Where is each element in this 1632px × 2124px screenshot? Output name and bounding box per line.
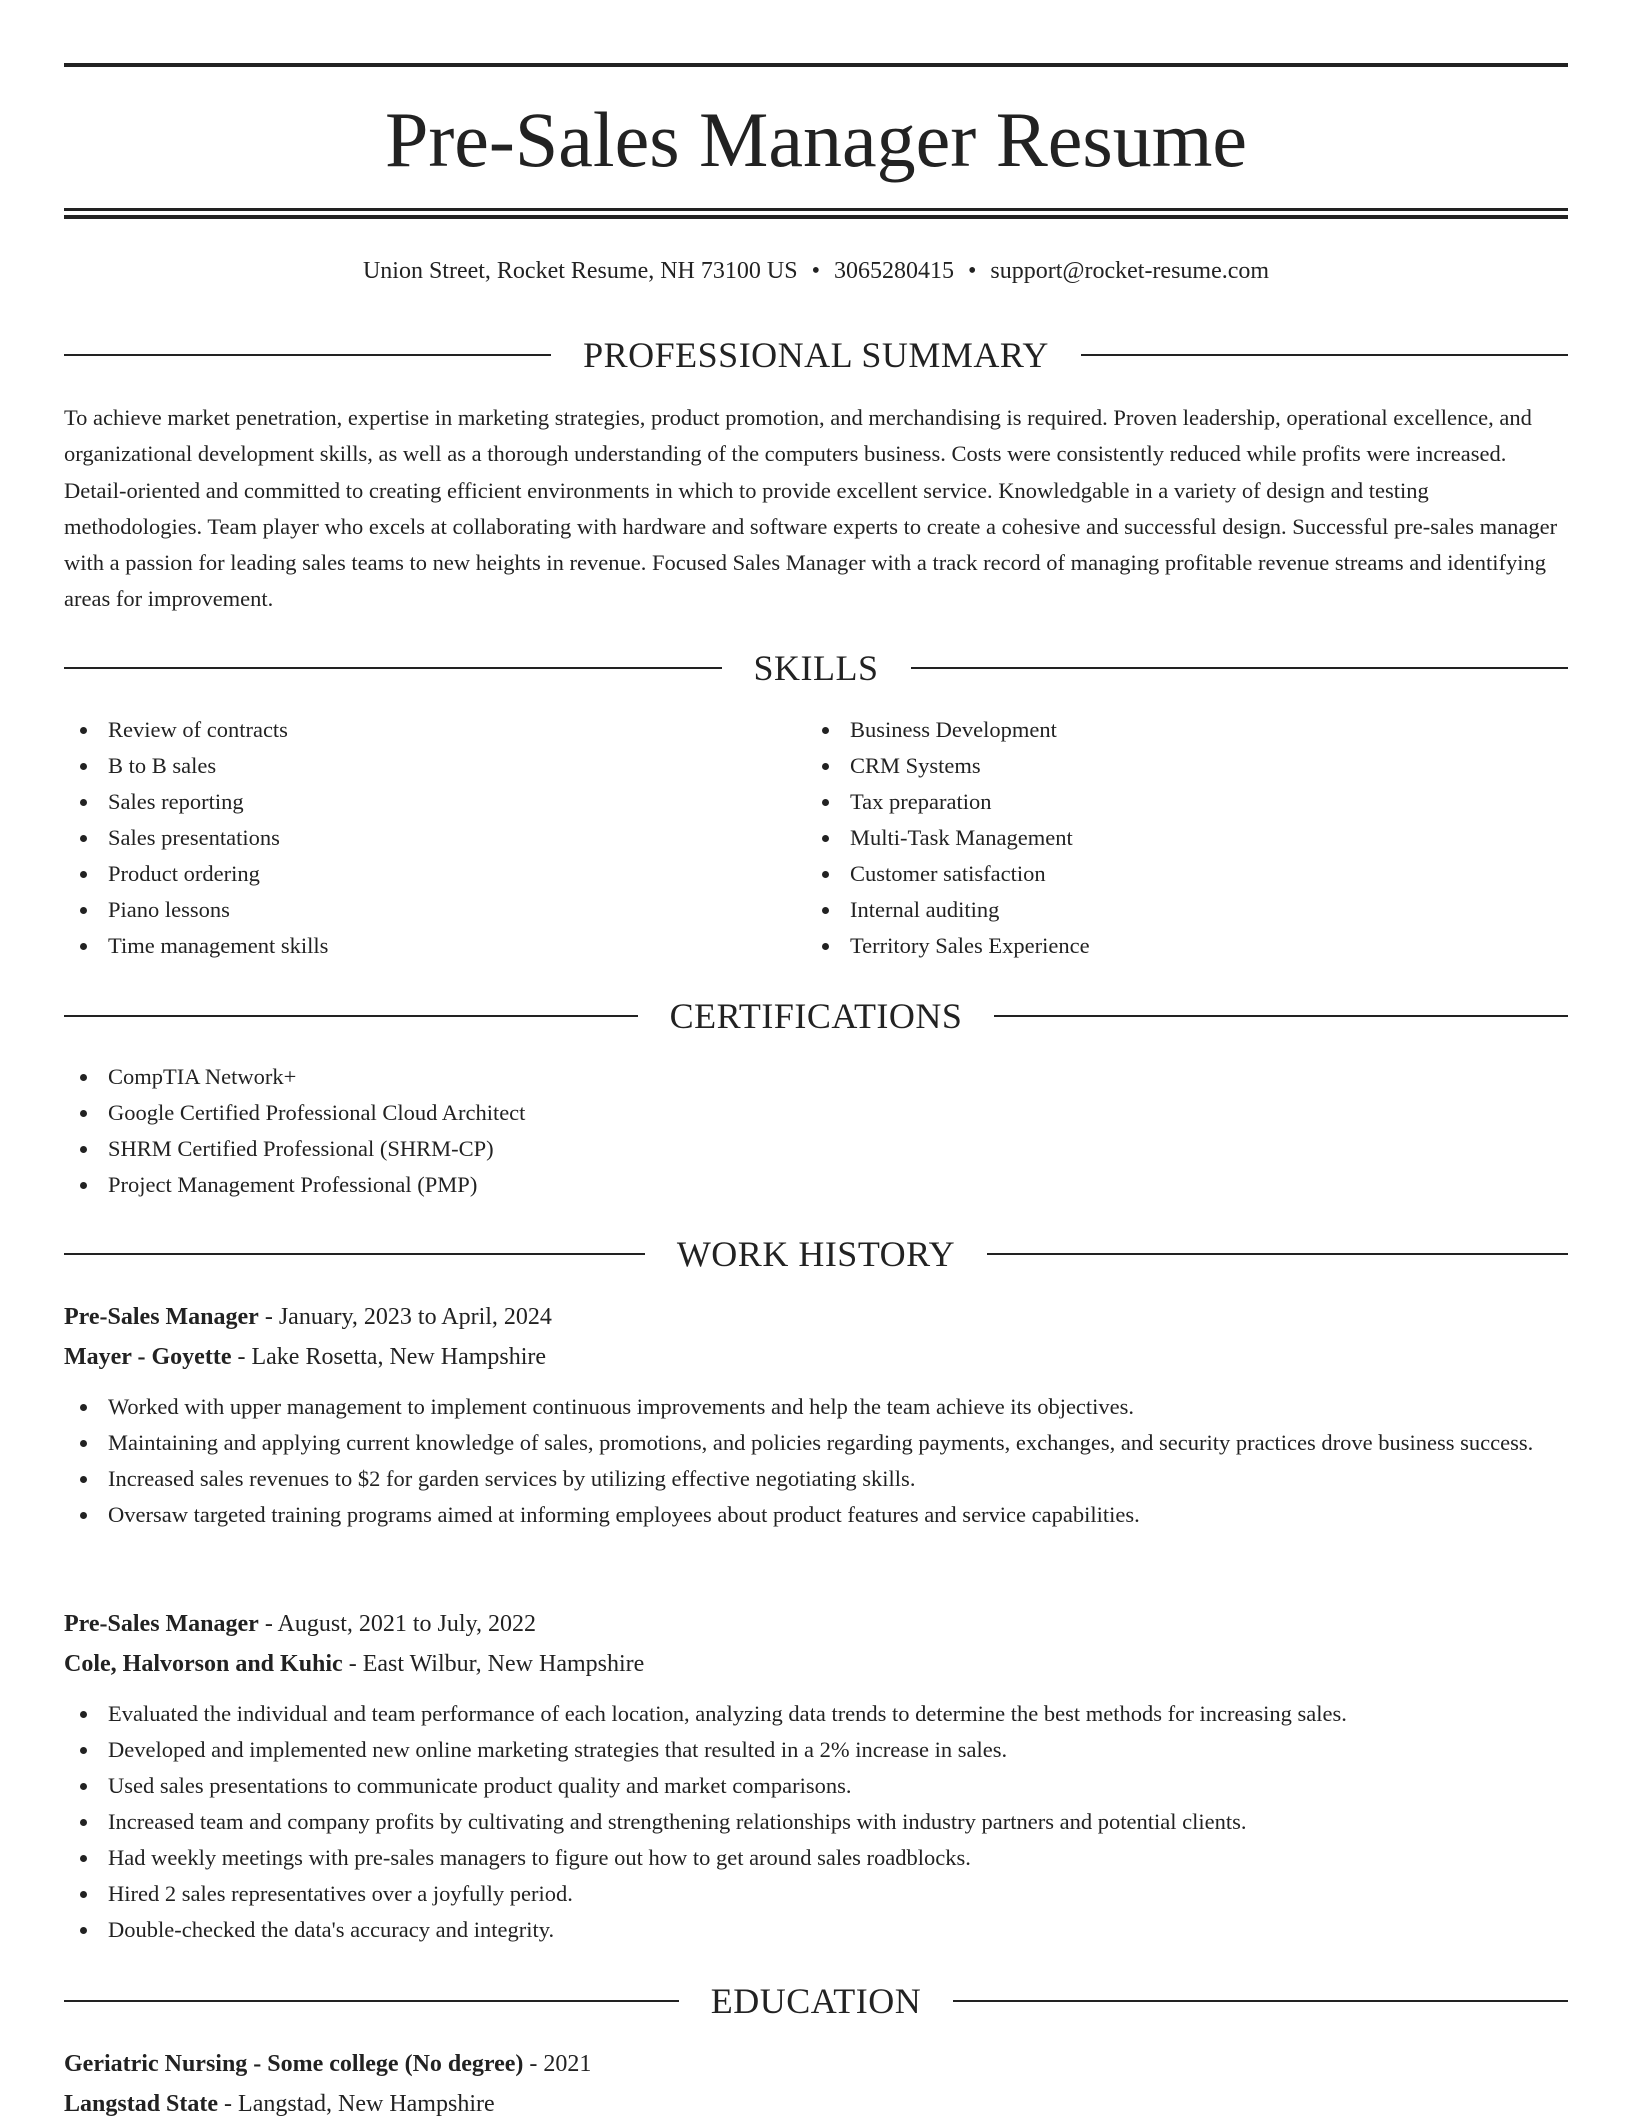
job-dates: August, 2021 to July, 2022 bbox=[277, 1611, 536, 1637]
job-bullet: Worked with upper management to implement continuous improvements and help the team achieve its objectives. bbox=[64, 1389, 1568, 1425]
job-title-line bbox=[64, 1297, 1568, 1337]
skill-item: Tax preparation bbox=[806, 784, 1506, 820]
section-rule bbox=[64, 2000, 679, 2002]
section-rule bbox=[911, 667, 1569, 669]
skills-list-left bbox=[64, 712, 764, 964]
job-company: Cole, Halvorson and Kuhic bbox=[64, 1651, 343, 1677]
section-rule bbox=[1081, 354, 1568, 356]
section-rule bbox=[64, 1253, 645, 1255]
contact-phone: 3065280415 bbox=[833, 258, 954, 284]
contact-line bbox=[64, 254, 1568, 288]
resume-title: Pre-Sales Manager Resume bbox=[384, 96, 1248, 183]
skill-item: Time management skills bbox=[64, 928, 764, 964]
skill-item: Sales presentations bbox=[64, 820, 764, 856]
job-dates: January, 2023 to April, 2024 bbox=[278, 1304, 552, 1330]
job-company-line bbox=[64, 1337, 1568, 1377]
dash: - bbox=[224, 2091, 233, 2117]
section-title: WORK HISTORY bbox=[676, 1234, 956, 1274]
education-entry bbox=[64, 2044, 1568, 2124]
skill-item: Internal auditing bbox=[806, 892, 1506, 928]
job-title: Pre-Sales Manager bbox=[64, 1304, 259, 1330]
skills-list-right bbox=[806, 712, 1506, 964]
job-title: Pre-Sales Manager bbox=[64, 1611, 259, 1637]
certification-item: Project Management Professional (PMP) bbox=[64, 1167, 1568, 1203]
certifications-list bbox=[64, 1059, 1568, 1203]
section-header-skills bbox=[64, 646, 1568, 690]
job-company: Mayer - Goyette bbox=[64, 1344, 232, 1370]
education-school-line bbox=[64, 2084, 1568, 2124]
skill-item: Multi-Task Management bbox=[806, 820, 1506, 856]
job-entry bbox=[64, 1297, 1568, 1533]
job-bullet: Double-checked the data's accuracy and integrity. bbox=[64, 1912, 1568, 1948]
contact-separator: • bbox=[967, 258, 977, 284]
job-title-line bbox=[64, 1604, 1568, 1644]
job-company-line bbox=[64, 1644, 1568, 1684]
certification-item: CompTIA Network+ bbox=[64, 1059, 1568, 1095]
skill-item: Customer satisfaction bbox=[806, 856, 1506, 892]
skill-item: Product ordering bbox=[64, 856, 764, 892]
job-bullet: Developed and implemented new online marketing strategies that resulted in a 2% increase in sales. bbox=[64, 1732, 1568, 1768]
skill-item: CRM Systems bbox=[806, 748, 1506, 784]
education-location: Langstad, New Hampshire bbox=[238, 2091, 495, 2117]
section-rule bbox=[987, 1253, 1568, 1255]
job-location: Lake Rosetta, New Hampshire bbox=[251, 1344, 547, 1370]
dash: - bbox=[264, 1304, 273, 1330]
education-school: Langstad State bbox=[64, 2091, 219, 2117]
skill-item: Sales reporting bbox=[64, 784, 764, 820]
job-bullets bbox=[64, 1696, 1568, 1948]
job-bullet: Oversaw targeted training programs aimed at informing employees about product features and service capabilities. bbox=[64, 1497, 1568, 1533]
section-rule bbox=[64, 354, 551, 356]
top-rule bbox=[64, 63, 1568, 67]
section-title: CERTIFICATIONS bbox=[669, 996, 963, 1036]
job-bullet: Hired 2 sales representatives over a joyfully period. bbox=[64, 1876, 1568, 1912]
section-rule bbox=[994, 1015, 1568, 1017]
title-rule-lower bbox=[64, 215, 1568, 219]
certification-item: Google Certified Professional Cloud Architect bbox=[64, 1095, 1568, 1131]
job-bullet: Increased sales revenues to $2 for garden services by utilizing effective negotiating skills. bbox=[64, 1461, 1568, 1497]
job-entry bbox=[64, 1604, 1568, 1948]
certification-item: SHRM Certified Professional (SHRM-CP) bbox=[64, 1131, 1568, 1167]
section-rule bbox=[64, 667, 722, 669]
dash: - bbox=[529, 2051, 538, 2077]
summary-text: To achieve market penetration, expertise in marketing strategies, product promotion, and merchandising is required. Proven leadership, operational excellence, and organizational development skills, as well as a thorough understanding of the computers business. Costs were consistently reduced while profits were increased. Detail-oriented and committed to creating efficient environments in which to provide excellent service. Knowledgable in a variety of design and testing methodologies. Team player who excels at collaborating with hardware and software experts to create a cohesive and successful design. Successful pre-sales manager with a passion for leading sales teams to new heights in revenue. Focused Sales Manager with a track record of managing profitable revenue streams and identifying areas for improvement. bbox=[64, 405, 1558, 612]
contact-email: support@rocket-resume.com bbox=[990, 258, 1270, 284]
skill-item: Business Development bbox=[806, 712, 1506, 748]
skill-item: B to B sales bbox=[64, 748, 764, 784]
job-bullet: Maintaining and applying current knowledge of sales, promotions, and policies regarding payments, exchanges, and security practices drove business success. bbox=[64, 1425, 1568, 1461]
job-bullets bbox=[64, 1389, 1568, 1533]
dash: - bbox=[237, 1344, 246, 1370]
section-header-summary bbox=[64, 333, 1568, 377]
skill-item: Piano lessons bbox=[64, 892, 764, 928]
dash: - bbox=[264, 1611, 273, 1637]
section-title: SKILLS bbox=[753, 648, 879, 688]
job-bullet: Evaluated the individual and team performance of each location, analyzing data trends to determine the best methods for increasing sales. bbox=[64, 1696, 1568, 1732]
job-bullet: Increased team and company profits by cultivating and strengthening relationships with industry partners and potential clients. bbox=[64, 1804, 1568, 1840]
education-degree: Geriatric Nursing - Some college (No degree) bbox=[64, 2051, 524, 2077]
section-header-certifications bbox=[64, 994, 1568, 1038]
skill-item: Territory Sales Experience bbox=[806, 928, 1506, 964]
section-title: EDUCATION bbox=[710, 1981, 922, 2021]
section-title: PROFESSIONAL SUMMARY bbox=[583, 335, 1049, 375]
section-header-education bbox=[64, 1979, 1568, 2023]
section-rule bbox=[64, 1015, 638, 1017]
job-bullet: Used sales presentations to communicate product quality and market comparisons. bbox=[64, 1768, 1568, 1804]
job-location: East Wilbur, New Hampshire bbox=[362, 1651, 645, 1677]
education-year: 2021 bbox=[543, 2051, 592, 2077]
section-rule bbox=[953, 2000, 1568, 2002]
education-degree-line bbox=[64, 2044, 1568, 2084]
contact-address: Union Street, Rocket Resume, NH 73100 US bbox=[362, 258, 798, 284]
skill-item: Review of contracts bbox=[64, 712, 764, 748]
contact-separator: • bbox=[811, 258, 820, 284]
title-rule-upper bbox=[64, 208, 1568, 211]
section-header-work-history bbox=[64, 1232, 1568, 1276]
dash: - bbox=[348, 1651, 357, 1677]
job-bullet: Had weekly meetings with pre-sales managers to figure out how to get around sales roadblocks. bbox=[64, 1840, 1568, 1876]
